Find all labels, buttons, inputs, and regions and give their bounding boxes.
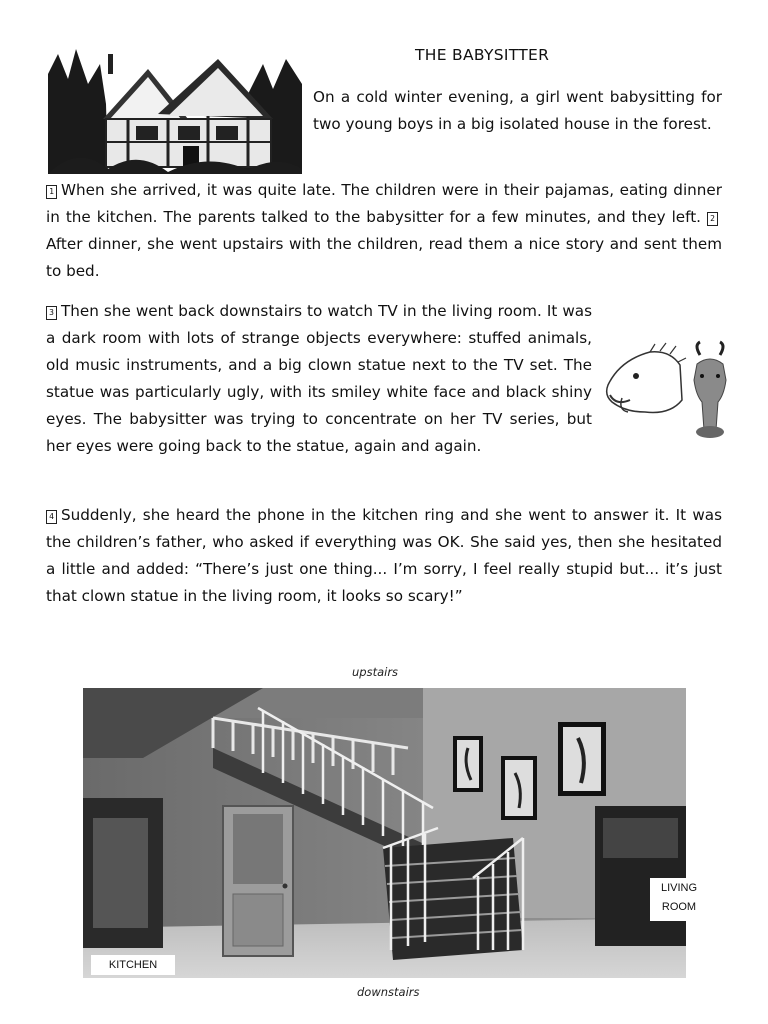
house-illustration [48, 44, 302, 174]
label-living-line1: LIVING [660, 882, 698, 894]
staircase-illustration [83, 688, 686, 978]
paragraph-3-text: Then she went back downstairs to watch TV in the living room. It was a dark room with lots of strange objects everywhere: stuffed animals, old music instruments, and a big clown statue next to the TV set. The statue was particularly ugly, with its smiley white face and black shiny eyes. The babysitter was trying to concentrate on her TV series, but her eyes were going back to the statue, again and again. [46, 302, 592, 455]
paragraph-text: When she arrived, it was quite late. The children were in their pajamas, eating dinner in the kitchen. The parents talked to the babysitter for a few minutes, and they left. [46, 181, 722, 226]
label-living-room [650, 878, 708, 921]
paragraph-3 [46, 298, 722, 325]
intro-text: On a cold winter evening, a girl went babysitting for two young boys in a big isolated house in the forest. [313, 88, 722, 133]
paragraph-marker: 3 [46, 306, 57, 320]
paragraph-text: Suddenly, she heard the phone in the kitchen ring and she went to answer it. It was the children’s father, who asked if everything was OK. She said yes, then she hesitated a little and added: “There’s just one thing... I’m sorry, I feel really stupid but... it’s just that clown statue in the living room, it looks so scary!” [46, 506, 722, 605]
intro-paragraph [313, 84, 722, 138]
label-living-line2: ROOM [661, 901, 697, 913]
paragraph-4 [46, 502, 722, 610]
label-kitchen: KITCHEN [91, 955, 175, 975]
float-spacer [592, 325, 722, 460]
paragraph-marker: 1 [46, 185, 57, 199]
page-title: THE BABYSITTER [415, 46, 550, 64]
paragraph-text: After dinner, she went upstairs with the children, read them a nice story and sent them to bed. [46, 235, 722, 280]
caption-downstairs: downstairs [357, 985, 420, 999]
caption-upstairs: upstairs [352, 665, 399, 679]
paragraph-1-2 [46, 177, 722, 285]
paragraph-marker: 4 [46, 510, 57, 524]
paragraph-marker: 2 [707, 212, 718, 226]
